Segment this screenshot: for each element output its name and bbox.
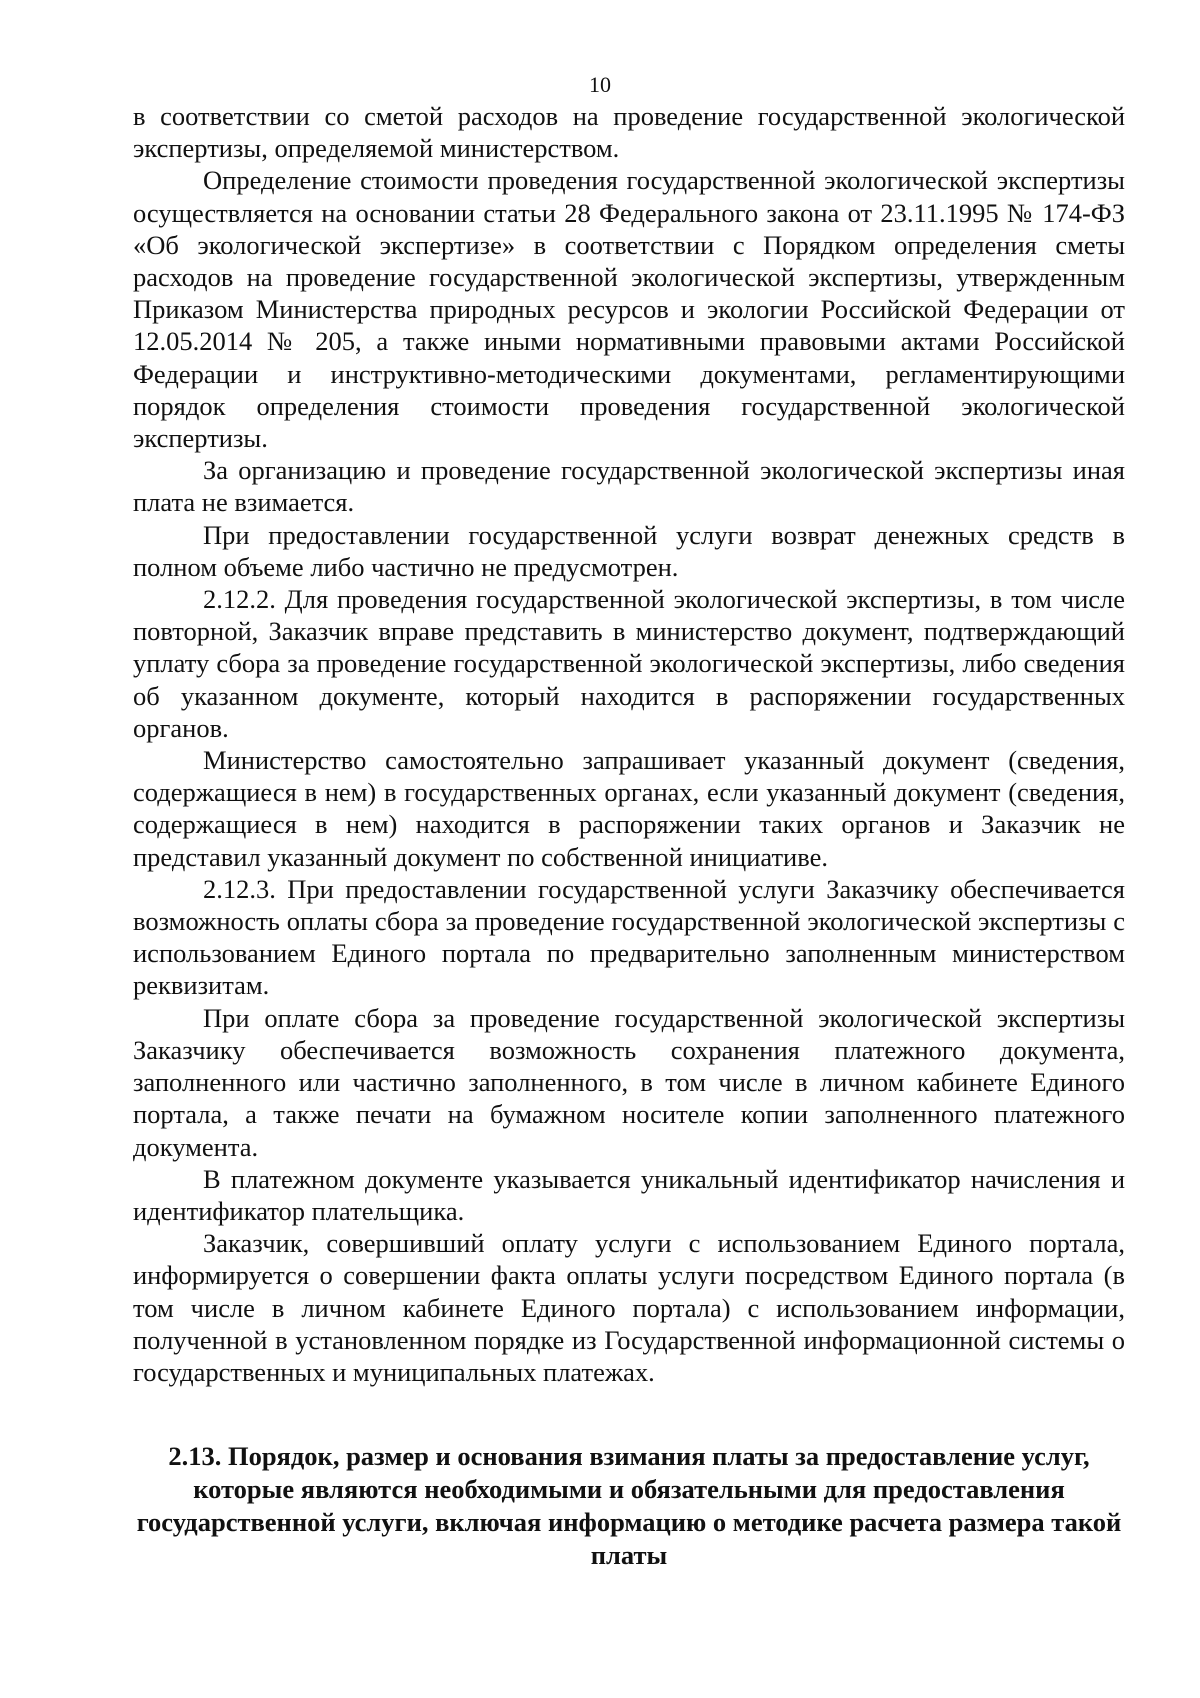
paragraph-payment-document: При оплате сбора за проведение государственной экологической экспертизы Заказчику обеспечивается возможность сохранения платежного документа, заполненного или частично заполненного, в том числе в личном кабинете Единого портала, а также печати на бумажном носителе копии заполненного платежного документа.: [133, 1002, 1125, 1162]
paragraph-cost-determination: Определение стоимости проведения государственной экологической экспертизы осуществляется на основании статьи 28 Федерального закона от 23.11.1995 № 174-ФЗ «Об экологической экспертизе» в соответствии с Порядком определения сметы расходов на проведение государственной экологической экспертизы, утвержденным Приказом Министерства природных ресурсов и экологии Российской Федерации от 12.05.2014 № 205, а также иными нормативными правовыми актами Российской Федерации и инструктивно-методическими документами, регламентирующими порядок определения стоимости проведения государственной экологической экспертизы.: [133, 165, 1125, 454]
paragraph-no-other-fee: За организацию и проведение государственной экологической экспертизы иная плата не взимается.: [133, 455, 1125, 518]
paragraph-identifier: В платежном документе указывается уникальный идентификатор начисления и идентификатор плательщика.: [133, 1163, 1125, 1226]
section-heading-2-13: 2.13. Порядок, размер и основания взимания платы за предоставление услуг, которые являются необходимыми и обязательными для предоставления государственной услуги, включая информацию о методике расчета размера такой платы: [136, 1441, 1122, 1570]
paragraph-2-12-3: 2.12.3. При предоставлении государственной услуги Заказчику обеспечивается возможность оплаты сбора за проведение государственной экологической экспертизы с использованием Единого портала по предварительно заполненным министерством реквизитам.: [133, 873, 1125, 1001]
paragraph-ministry-request: Министерство самостоятельно запрашивает указанный документ (сведения, содержащиеся в нем) в государственных органах, если указанный документ (сведения, содержащиеся в нем) находится в распоряжении таких органов и Заказчик не представил указанный документ по собственной инициативе.: [133, 745, 1125, 872]
paragraph-no-refund: При предоставлении государственной услуги возврат денежных средств в полном объеме либо частично не предусмотрен.: [133, 519, 1125, 582]
paragraph-2-12-2: 2.12.2. Для проведения государственной экологической экспертизы, в том числе повторной, Заказчик вправе представить в министерство документ, подтверждающий уплату сбора за проведение государственной экологической экспертизы, либо сведения об указанном документе, который находится в распоряжении государственных органов.: [133, 584, 1125, 743]
body-text: [133, 100, 1125, 1388]
page-number: 10: [589, 72, 611, 97]
paragraph-payment-info: Заказчик, совершивший оплату услуги с использованием Единого портала, информируется о совершении факта оплаты услуги посредством Единого портала (в том числе в личном кабинете Единого портала) с использованием информации, полученной в установленном порядке из Государственной информационной системы о государственных и муниципальных платежах.: [133, 1228, 1125, 1387]
paragraph-continuation: в соответствии со сметой расходов на проведение государственной экологической экспертизы, определяемой министерством.: [133, 101, 1125, 164]
